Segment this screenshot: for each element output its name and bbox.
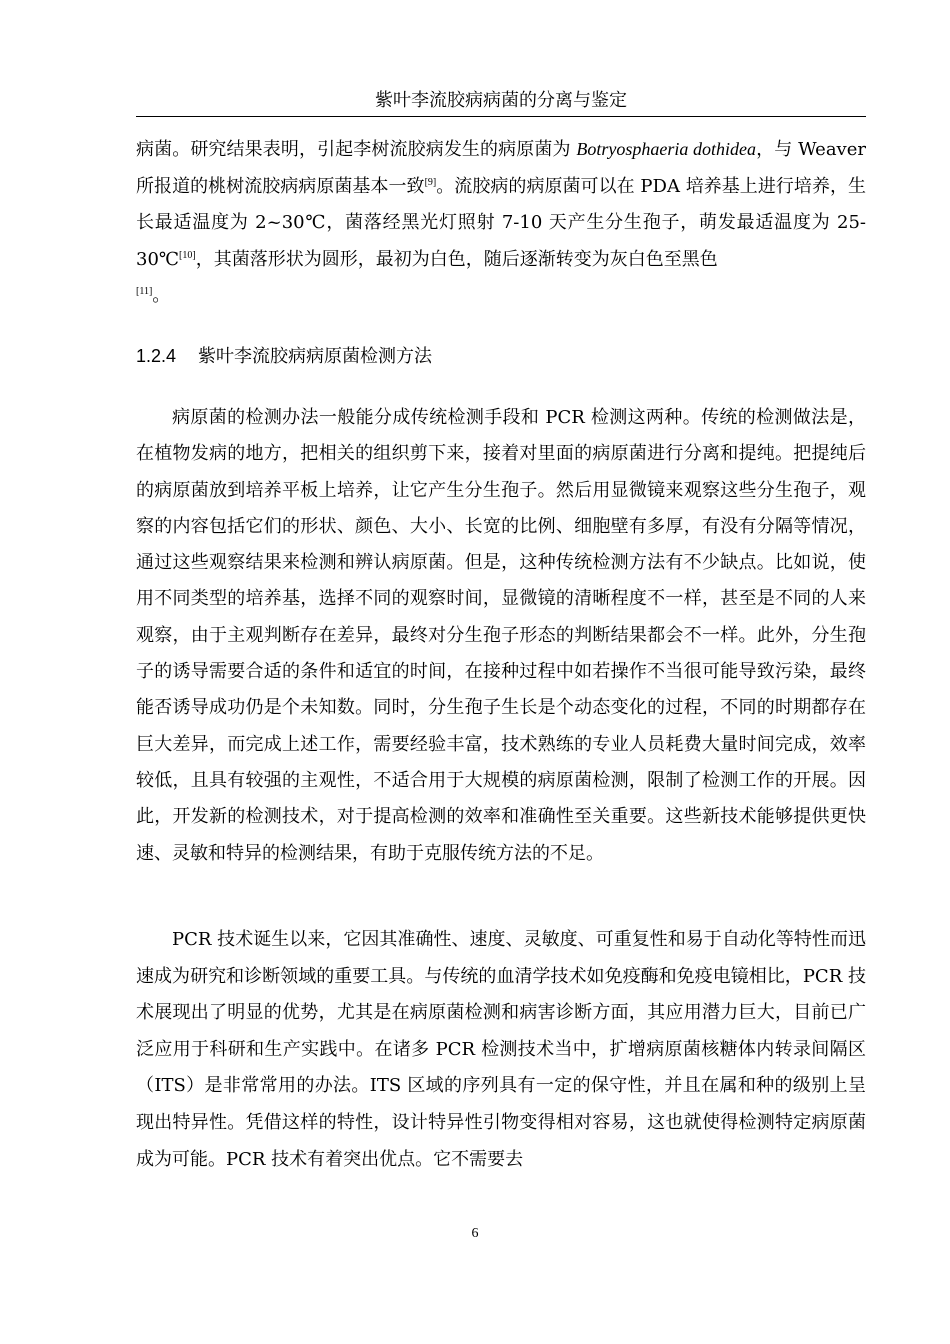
citation-ref: [10]	[179, 249, 196, 261]
text-run: ，与 Weaver 所报道的桃树流胶病病原菌基本一致	[136, 139, 866, 197]
text-run: 病菌。研究结果表明，引起李树流胶病发生的病原菌为	[136, 139, 577, 160]
page-number: 6	[471, 1226, 479, 1241]
body-paragraph-2: PCR 技术诞生以来，它因其准确性、速度、灵敏度、可重复性和易于自动化等特性而迅速成为研究和诊断领域的重要工具。与传统的血清学技术如免疫酶和免疫电镜相比，PCR 技术展现出了明显的优势，尤其是在病原菌检测和病害诊断方面，其应用潜力巨大，目前已广泛应用于科研和生产实践中。在诸多 PCR 检测技术当中，扩增病原菌核糖体内转录间隔区（ITS）是非常常用的办法。ITS 区域的序列具有一定的保守性，并且在属和种的级别上呈现出特异性。凭借这样的特性，设计特异性引物变得相对容易，这也就使得检测特定病原菌成为可能。PCR 技术有着突出优点。它不需要去	[136, 929, 866, 1170]
body-paragraph-1: 病原菌的检测办法一般能分成传统检测手段和 PCR 检测这两种。传统的检测做法是，在植物发病的地方，把相关的组织剪下来，接着对里面的病原菌进行分离和提纯。把提纯后的病原菌放到培养平板上培养，让它产生分生孢子。然后用显微镜来观察这些分生孢子，观察的内容包括它们的形状、颜色、大小、长宽的比例、细胞壁有多厚，有没有分隔等情况，通过这些观察结果来检测和辨认病原菌。但是，这种传统检测方法有不少缺点。比如说，使用不同类型的培养基，选择不同的观察时间，显微镜的清晰程度不一样，甚至是不同的人来观察，由于主观判断存在差异，最终对分生孢子形态的判断结果都会不一样。此外，分生孢子的诱导需要合适的条件和适宜的时间，在接种过程中如若操作不当很可能导致污染，最终能否诱导成功仍是个未知数。同时，分生孢子生长是个动态变化的过程，不同的时期都存在巨大差异，而完成上述工作，需要经验丰富，技术熟练的专业人员耗费大量时间完成，效率较低，且具有较强的主观性，不适合用于大规模的病原菌检测，限制了检测工作的开展。因此，开发新的检测技术，对于提高检测的效率和准确性至关重要。这些新技术能够提供更快速、灵敏和特异的检测结果，有助于克服传统方法的不足。	[136, 407, 866, 864]
text-run: 。	[152, 285, 171, 307]
citation-ref: [11]	[136, 286, 153, 298]
section-heading	[136, 342, 432, 371]
header-rule	[136, 116, 866, 117]
running-header: 紫叶李流胶病病菌的分离与鉴定	[375, 90, 627, 111]
citation-ref: [9]	[424, 176, 437, 188]
species-name: Botryosphaeria dothidea	[576, 139, 756, 159]
text-run: 。流胶病的病原菌可以在 PDA 培养基上进行培养，生长最适温度为 2~30℃，菌落经黑光灯照射 7-10 天产生分生孢子，萌发最适温度为 25-30℃	[136, 175, 867, 270]
section-title: 紫叶李流胶病病原菌检测方法	[198, 346, 433, 367]
text-run: ，其菌落形状为圆形，最初为白色，随后逐渐转变为灰白色至黑色	[195, 248, 718, 270]
continuation-paragraph	[136, 131, 866, 315]
section-number: 1.2.4	[136, 346, 177, 366]
